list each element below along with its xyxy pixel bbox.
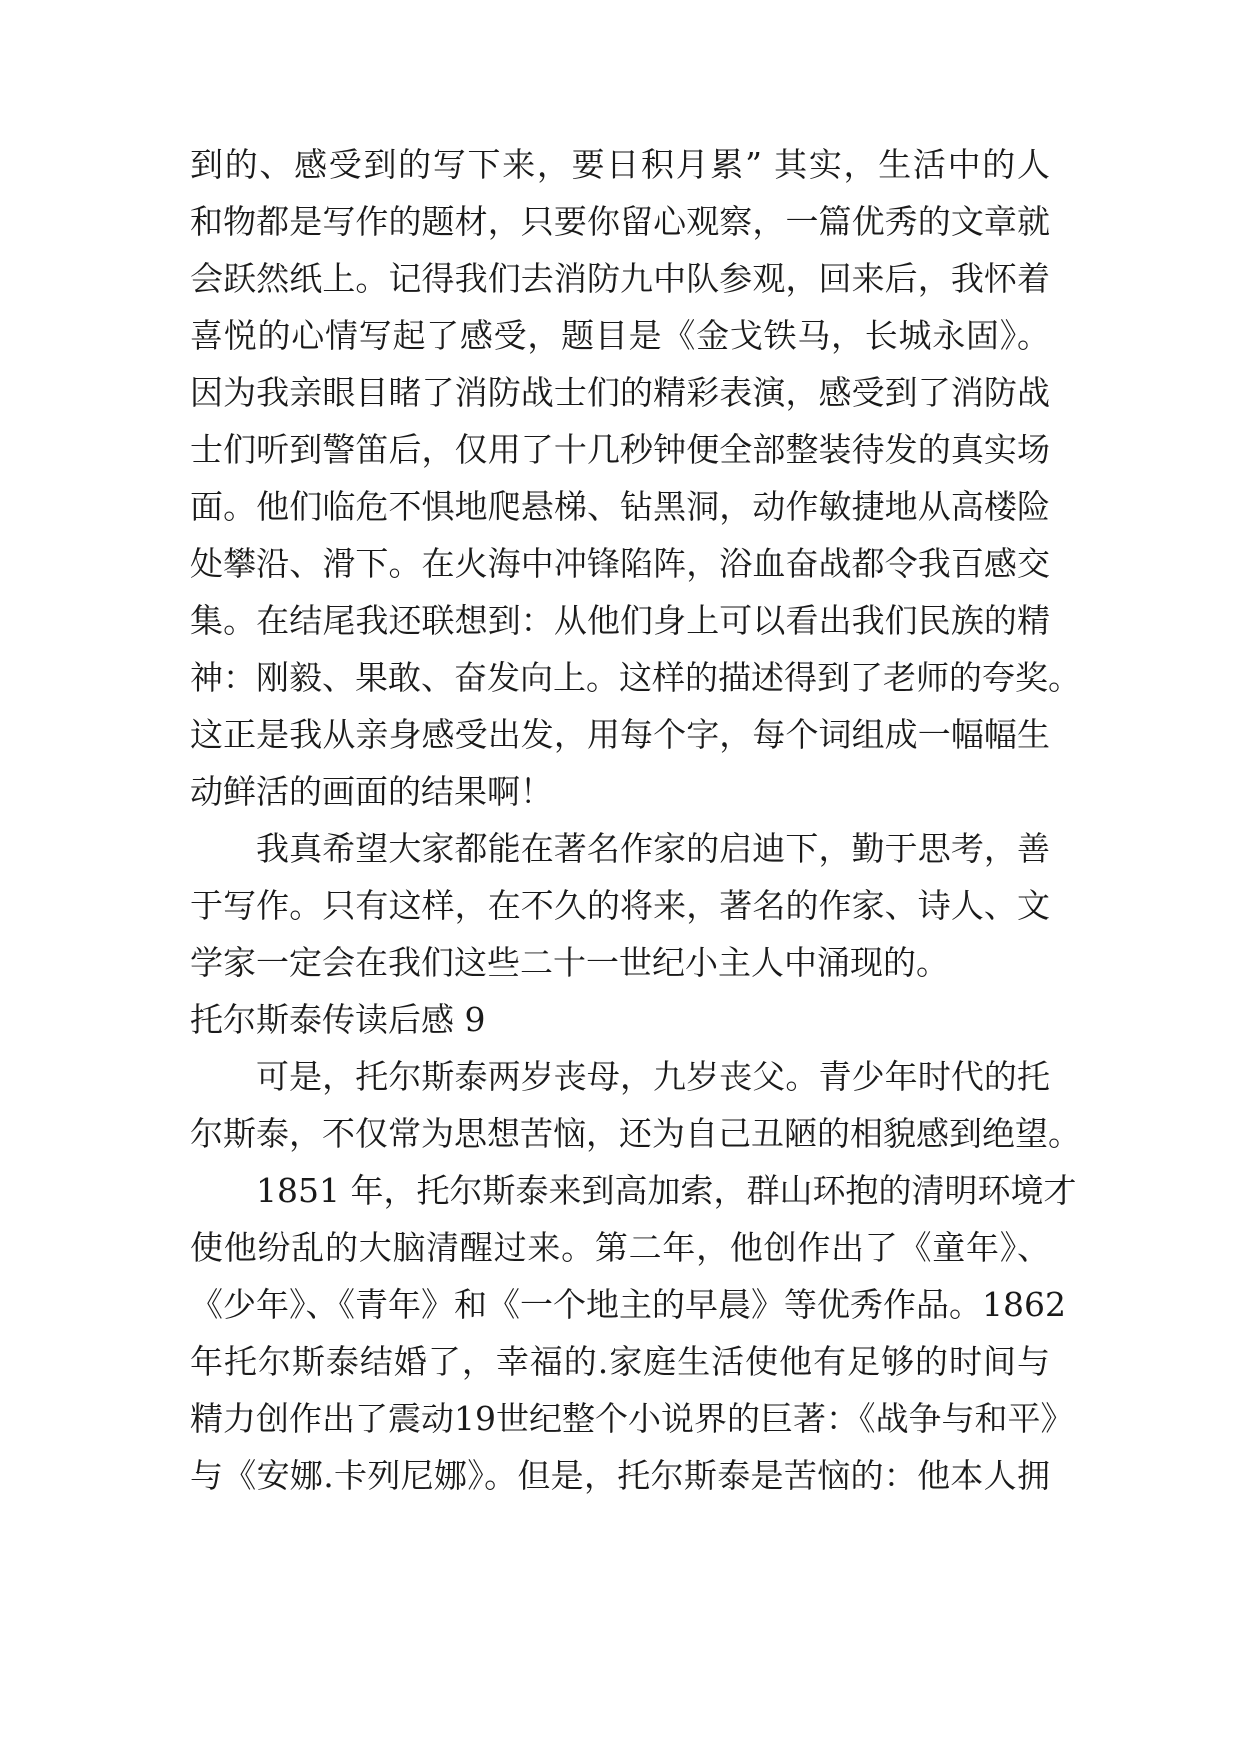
- text-line: 学家一定会在我们这些二十一世纪小主人中涌现的。: [190, 943, 949, 982]
- text-line: 这正是我从亲身感受出发，用每个字，每个词组成一幅幅生: [190, 715, 1050, 754]
- text-line: 喜悦的心情写起了感受，题目是《金戈铁马，长城永固》。: [190, 316, 1050, 355]
- text-line: 年托尔斯泰结婚了，幸福的.家庭生活使他有足够的时间与: [190, 1342, 1050, 1381]
- text-line: 尔斯泰，不仅常为思想苦恼，还为自己丑陋的相貌感到绝望。: [190, 1114, 1081, 1153]
- text-line: 精力创作出了震动19世纪整个小说界的巨著：《战争与和平》: [190, 1399, 1074, 1438]
- text-line: 与《安娜.卡列尼娜》。但是，托尔斯泰是苦恼的：他本人拥: [190, 1456, 1050, 1495]
- text-line: 于写作。只有这样，在不久的将来，著名的作家、诗人、文: [190, 886, 1050, 925]
- paragraph-first-line: 可是，托尔斯泰两岁丧母，九岁丧父。青少年时代的托: [256, 1057, 1050, 1096]
- text-line: 神：刚毅、果敢、奋发向上。这样的描述得到了老师的夸奖。: [190, 658, 1081, 697]
- text-line: 到的、感受到的写下来，要日积月累” 其实，生活中的人: [190, 145, 1050, 184]
- text-line: 士们听到警笛后，仅用了十几秒钟便全部整装待发的真实场: [190, 430, 1050, 469]
- text-line: 《少年》、《青年》和《一个地主的早晨》等优秀作品。1862: [190, 1285, 1066, 1324]
- paragraph-first-line: 我真希望大家都能在著名作家的启迪下，勤于思考，善: [256, 829, 1050, 868]
- paragraph-first-line: 1851 年，托尔斯泰来到高加索，群山环抱的清明环境才: [256, 1171, 1077, 1210]
- text-line: 会跃然纸上。记得我们去消防九中队参观，回来后，我怀着: [190, 259, 1050, 298]
- text-line: 面。他们临危不惧地爬悬梯、钻黑洞，动作敏捷地从高楼险: [190, 487, 1050, 526]
- text-line: 和物都是写作的题材，只要你留心观察，一篇优秀的文章就: [190, 202, 1050, 241]
- text-line: 因为我亲眼目睹了消防战士们的精彩表演，感受到了消防战: [190, 373, 1050, 412]
- text-line: 处攀沿、滑下。在火海中冲锋陷阵，浴血奋战都令我百感交: [190, 544, 1050, 583]
- section-heading: 托尔斯泰传读后感 9: [190, 1000, 486, 1039]
- text-line: 使他纷乱的大脑清醒过来。第二年，他创作出了《童年》、: [190, 1228, 1050, 1267]
- text-line: 动鲜活的画面的结果啊！: [190, 772, 553, 811]
- text-line: 集。在结尾我还联想到：从他们身上可以看出我们民族的精: [190, 601, 1050, 640]
